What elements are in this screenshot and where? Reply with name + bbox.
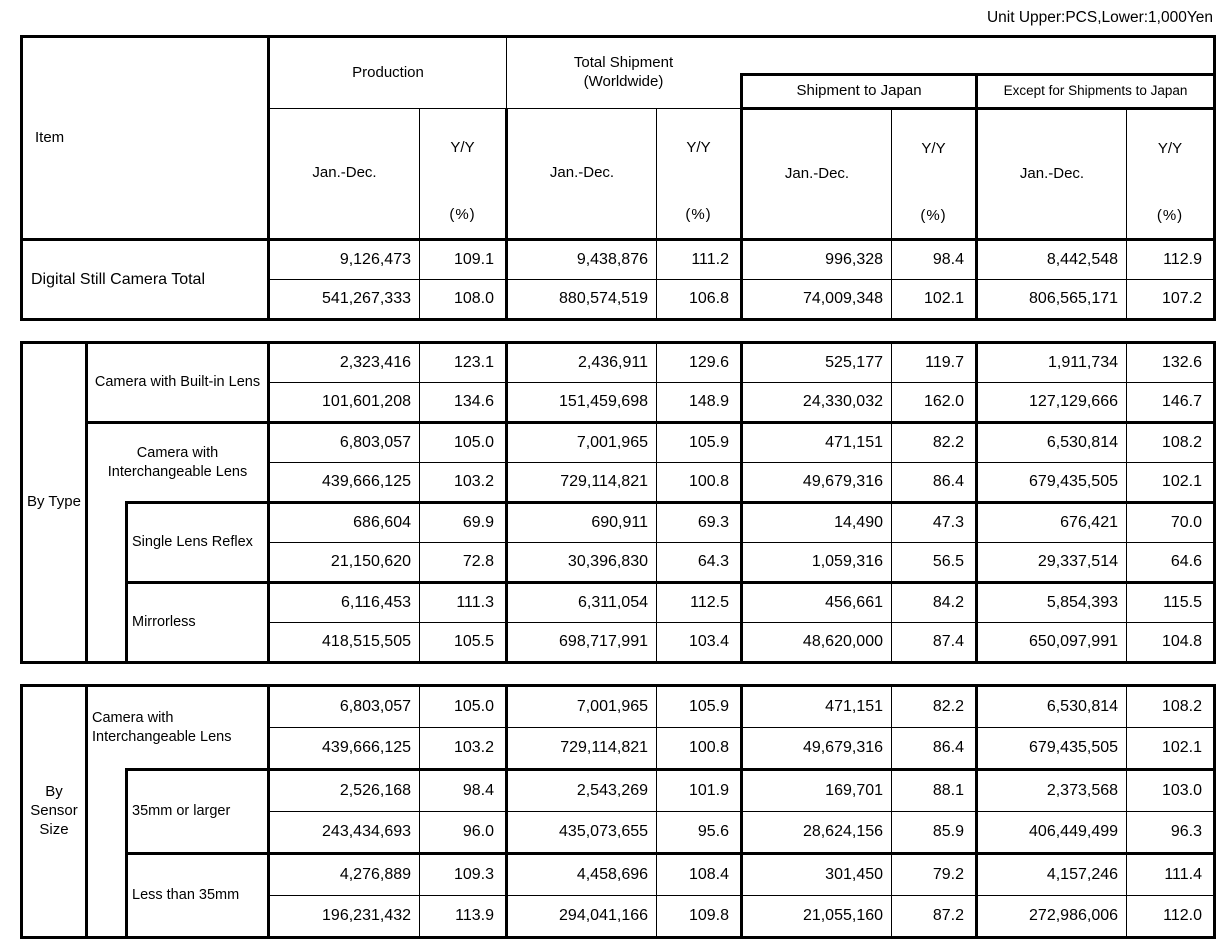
header-period-0: Jan.-Dec. xyxy=(269,109,420,240)
header-production: Production xyxy=(269,37,507,109)
value-cell-upper-production-yy: 69.9 xyxy=(420,503,507,543)
value-cell-upper-total-shipment-yy: 111.2 xyxy=(657,240,742,280)
value-cell-upper-except-japan-yy: 70.0 xyxy=(1127,503,1215,543)
value-cell-lower-total-shipment-yy: 109.8 xyxy=(657,896,742,938)
value-cell-lower-except-japan-yy: 107.2 xyxy=(1127,280,1215,320)
value-cell-lower-production-yy: 103.2 xyxy=(420,728,507,770)
value-cell-upper-total-shipment-jandec: 6,311,054 xyxy=(507,583,657,623)
value-cell-lower-production-yy: 103.2 xyxy=(420,463,507,503)
value-cell-lower-shipment-japan-yy: 102.1 xyxy=(892,280,977,320)
value-cell-upper-total-shipment-yy: 112.5 xyxy=(657,583,742,623)
value-cell-lower-production-yy: 113.9 xyxy=(420,896,507,938)
value-cell-lower-production-jandec: 196,231,432 xyxy=(269,896,420,938)
value-cell-upper-shipment-japan-jandec: 169,701 xyxy=(742,770,892,812)
value-cell-upper-shipment-japan-jandec: 14,490 xyxy=(742,503,892,543)
value-cell-upper-except-japan-jandec: 676,421 xyxy=(977,503,1127,543)
value-cell-lower-shipment-japan-jandec: 28,624,156 xyxy=(742,812,892,854)
value-cell-upper-total-shipment-jandec: 2,543,269 xyxy=(507,770,657,812)
value-cell-lower-except-japan-yy: 146.7 xyxy=(1127,383,1215,423)
value-cell-lower-total-shipment-yy: 148.9 xyxy=(657,383,742,423)
value-cell-lower-production-jandec: 243,434,693 xyxy=(269,812,420,854)
value-cell-lower-production-jandec: 439,666,125 xyxy=(269,728,420,770)
summary-table xyxy=(20,35,1216,321)
value-cell-lower-except-japan-jandec: 806,565,171 xyxy=(977,280,1127,320)
row-label-less-than-35mm: Less than 35mm xyxy=(127,854,269,938)
value-cell-lower-total-shipment-jandec: 151,459,698 xyxy=(507,383,657,423)
value-cell-upper-shipment-japan-jandec: 996,328 xyxy=(742,240,892,280)
value-cell-lower-except-japan-yy: 104.8 xyxy=(1127,623,1215,663)
value-cell-lower-production-jandec: 101,601,208 xyxy=(269,383,420,423)
value-cell-upper-except-japan-yy: 103.0 xyxy=(1127,770,1215,812)
value-cell-upper-total-shipment-jandec: 4,458,696 xyxy=(507,854,657,896)
value-cell-upper-except-japan-jandec: 8,442,548 xyxy=(977,240,1127,280)
header-yy-wrap xyxy=(657,109,740,237)
value-cell-upper-total-shipment-jandec: 2,436,911 xyxy=(507,343,657,383)
value-cell-upper-total-shipment-jandec: 690,911 xyxy=(507,503,657,543)
value-cell-upper-shipment-japan-jandec: 471,151 xyxy=(742,423,892,463)
value-cell-lower-except-japan-yy: 96.3 xyxy=(1127,812,1215,854)
header-yy-0 xyxy=(420,109,507,240)
value-cell-upper-shipment-japan-jandec: 471,151 xyxy=(742,686,892,728)
value-cell-upper-shipment-japan-jandec: 456,661 xyxy=(742,583,892,623)
value-cell-upper-production-jandec: 686,604 xyxy=(269,503,420,543)
header-empty-strip xyxy=(742,37,1215,75)
row-label-camera-with-interchangeable-lens: Camera with Interchangeable Lens xyxy=(87,423,269,503)
header-period-1: Jan.-Dec. xyxy=(507,109,657,240)
value-cell-lower-production-yy: 96.0 xyxy=(420,812,507,854)
value-cell-upper-production-yy: 111.3 xyxy=(420,583,507,623)
value-cell-upper-total-shipment-jandec: 7,001,965 xyxy=(507,686,657,728)
value-cell-upper-production-yy: 98.4 xyxy=(420,770,507,812)
value-cell-upper-production-yy: 105.0 xyxy=(420,423,507,463)
value-cell-upper-shipment-japan-yy: 98.4 xyxy=(892,240,977,280)
value-cell-upper-except-japan-jandec: 6,530,814 xyxy=(977,423,1127,463)
value-cell-lower-shipment-japan-yy: 87.4 xyxy=(892,623,977,663)
indent-spacer xyxy=(87,503,127,663)
header-period-2: Jan.-Dec. xyxy=(742,109,892,240)
value-cell-lower-shipment-japan-yy: 162.0 xyxy=(892,383,977,423)
value-cell-lower-except-japan-yy: 102.1 xyxy=(1127,728,1215,770)
header-pct-label: (%) xyxy=(1156,207,1184,225)
value-cell-upper-shipment-japan-yy: 79.2 xyxy=(892,854,977,896)
value-cell-lower-shipment-japan-jandec: 49,679,316 xyxy=(742,463,892,503)
value-cell-upper-production-yy: 109.3 xyxy=(420,854,507,896)
value-cell-upper-production-jandec: 2,323,416 xyxy=(269,343,420,383)
value-cell-lower-production-yy: 105.5 xyxy=(420,623,507,663)
value-cell-lower-total-shipment-jandec: 880,574,519 xyxy=(507,280,657,320)
value-cell-upper-total-shipment-yy: 101.9 xyxy=(657,770,742,812)
header-period-3: Jan.-Dec. xyxy=(977,109,1127,240)
by-sensor-size-table xyxy=(20,684,1216,939)
header-yy-label: Y/Y xyxy=(921,140,946,157)
value-cell-lower-except-japan-jandec: 679,435,505 xyxy=(977,463,1127,503)
header-yy-wrap xyxy=(1127,110,1213,238)
value-cell-upper-production-jandec: 6,116,453 xyxy=(269,583,420,623)
value-cell-upper-total-shipment-jandec: 9,438,876 xyxy=(507,240,657,280)
value-cell-lower-except-japan-jandec: 679,435,505 xyxy=(977,728,1127,770)
value-cell-lower-production-yy: 72.8 xyxy=(420,543,507,583)
value-cell-upper-production-yy: 105.0 xyxy=(420,686,507,728)
value-cell-lower-production-yy: 134.6 xyxy=(420,383,507,423)
value-cell-upper-production-jandec: 2,526,168 xyxy=(269,770,420,812)
header-yy-1 xyxy=(657,109,742,240)
value-cell-upper-production-yy: 109.1 xyxy=(420,240,507,280)
header-total-shipment-line1: Total Shipment xyxy=(573,54,674,72)
value-cell-lower-except-japan-yy: 102.1 xyxy=(1127,463,1215,503)
value-cell-lower-total-shipment-yy: 103.4 xyxy=(657,623,742,663)
indent-spacer xyxy=(87,770,127,938)
value-cell-upper-except-japan-yy: 115.5 xyxy=(1127,583,1215,623)
group-label-by-sensor-size: By Sensor Size xyxy=(22,686,87,938)
value-cell-upper-production-jandec: 6,803,057 xyxy=(269,423,420,463)
group-label-by-type: By Type xyxy=(22,343,87,663)
value-cell-upper-production-yy: 123.1 xyxy=(420,343,507,383)
header-pct-label: (%) xyxy=(449,206,476,224)
value-cell-lower-total-shipment-jandec: 698,717,991 xyxy=(507,623,657,663)
value-cell-lower-except-japan-jandec: 406,449,499 xyxy=(977,812,1127,854)
row-label-camera-with-built-in-lens: Camera with Built-in Lens xyxy=(87,343,269,423)
header-except-shipments-to-japan: Except for Shipments to Japan xyxy=(977,75,1215,109)
value-cell-upper-total-shipment-yy: 105.9 xyxy=(657,686,742,728)
value-cell-upper-production-jandec: 6,803,057 xyxy=(269,686,420,728)
header-item: Item xyxy=(22,37,269,240)
value-cell-lower-shipment-japan-yy: 86.4 xyxy=(892,728,977,770)
value-cell-upper-total-shipment-yy: 108.4 xyxy=(657,854,742,896)
value-cell-lower-total-shipment-jandec: 435,073,655 xyxy=(507,812,657,854)
row-label-single-lens-reflex: Single Lens Reflex xyxy=(127,503,269,583)
value-cell-lower-shipment-japan-yy: 86.4 xyxy=(892,463,977,503)
value-cell-upper-except-japan-jandec: 4,157,246 xyxy=(977,854,1127,896)
value-cell-lower-except-japan-yy: 112.0 xyxy=(1127,896,1215,938)
value-cell-upper-except-japan-jandec: 5,854,393 xyxy=(977,583,1127,623)
value-cell-lower-shipment-japan-jandec: 1,059,316 xyxy=(742,543,892,583)
value-cell-upper-except-japan-jandec: 1,911,734 xyxy=(977,343,1127,383)
header-yy-wrap xyxy=(420,109,505,237)
value-cell-upper-shipment-japan-jandec: 301,450 xyxy=(742,854,892,896)
header-pct-label: (%) xyxy=(685,206,712,224)
unit-note: Unit Upper:PCS,Lower:1,000Yen xyxy=(986,9,1213,26)
value-cell-upper-total-shipment-yy: 105.9 xyxy=(657,423,742,463)
value-cell-upper-total-shipment-yy: 129.6 xyxy=(657,343,742,383)
value-cell-lower-total-shipment-yy: 64.3 xyxy=(657,543,742,583)
value-cell-lower-total-shipment-jandec: 729,114,821 xyxy=(507,463,657,503)
value-cell-upper-except-japan-yy: 108.2 xyxy=(1127,686,1215,728)
row-label-digital-still-camera-total: Digital Still Camera Total xyxy=(22,240,269,320)
header-yy-label: Y/Y xyxy=(1157,140,1183,157)
value-cell-lower-total-shipment-jandec: 30,396,830 xyxy=(507,543,657,583)
value-cell-lower-shipment-japan-jandec: 49,679,316 xyxy=(742,728,892,770)
value-cell-upper-production-jandec: 9,126,473 xyxy=(269,240,420,280)
value-cell-upper-shipment-japan-yy: 82.2 xyxy=(892,686,977,728)
value-cell-lower-production-jandec: 418,515,505 xyxy=(269,623,420,663)
header-yy-3 xyxy=(1127,109,1215,240)
value-cell-upper-except-japan-yy: 111.4 xyxy=(1127,854,1215,896)
value-cell-lower-production-jandec: 439,666,125 xyxy=(269,463,420,503)
value-cell-lower-except-japan-jandec: 127,129,666 xyxy=(977,383,1127,423)
value-cell-upper-except-japan-yy: 132.6 xyxy=(1127,343,1215,383)
value-cell-lower-production-yy: 108.0 xyxy=(420,280,507,320)
value-cell-upper-production-jandec: 4,276,889 xyxy=(269,854,420,896)
value-cell-upper-except-japan-yy: 108.2 xyxy=(1127,423,1215,463)
value-cell-lower-production-jandec: 541,267,333 xyxy=(269,280,420,320)
value-cell-upper-shipment-japan-yy: 119.7 xyxy=(892,343,977,383)
row-label-mirrorless: Mirrorless xyxy=(127,583,269,663)
value-cell-lower-shipment-japan-jandec: 21,055,160 xyxy=(742,896,892,938)
value-cell-lower-except-japan-jandec: 29,337,514 xyxy=(977,543,1127,583)
value-cell-lower-total-shipment-yy: 106.8 xyxy=(657,280,742,320)
value-cell-lower-shipment-japan-jandec: 48,620,000 xyxy=(742,623,892,663)
value-cell-lower-shipment-japan-yy: 87.2 xyxy=(892,896,977,938)
value-cell-lower-except-japan-jandec: 650,097,991 xyxy=(977,623,1127,663)
value-cell-lower-total-shipment-yy: 100.8 xyxy=(657,728,742,770)
value-cell-upper-shipment-japan-yy: 84.2 xyxy=(892,583,977,623)
header-yy-label: Y/Y xyxy=(686,139,711,156)
value-cell-lower-except-japan-jandec: 272,986,006 xyxy=(977,896,1127,938)
value-cell-upper-shipment-japan-yy: 88.1 xyxy=(892,770,977,812)
value-cell-upper-shipment-japan-yy: 47.3 xyxy=(892,503,977,543)
value-cell-lower-total-shipment-jandec: 294,041,166 xyxy=(507,896,657,938)
by-type-table xyxy=(20,341,1216,664)
header-yy-wrap xyxy=(892,110,975,238)
value-cell-upper-except-japan-jandec: 2,373,568 xyxy=(977,770,1127,812)
value-cell-upper-except-japan-jandec: 6,530,814 xyxy=(977,686,1127,728)
value-cell-lower-shipment-japan-yy: 85.9 xyxy=(892,812,977,854)
header-pct-label: (%) xyxy=(920,207,947,225)
header-yy-label: Y/Y xyxy=(450,139,475,156)
value-cell-lower-total-shipment-yy: 95.6 xyxy=(657,812,742,854)
value-cell-lower-shipment-japan-yy: 56.5 xyxy=(892,543,977,583)
value-cell-lower-except-japan-yy: 64.6 xyxy=(1127,543,1215,583)
value-cell-lower-total-shipment-yy: 100.8 xyxy=(657,463,742,503)
value-cell-lower-production-jandec: 21,150,620 xyxy=(269,543,420,583)
header-total-shipment-line2: (Worldwide) xyxy=(583,73,664,90)
header-yy-2 xyxy=(892,109,977,240)
value-cell-lower-total-shipment-jandec: 729,114,821 xyxy=(507,728,657,770)
value-cell-upper-except-japan-yy: 112.9 xyxy=(1127,240,1215,280)
value-cell-upper-shipment-japan-jandec: 525,177 xyxy=(742,343,892,383)
value-cell-upper-shipment-japan-yy: 82.2 xyxy=(892,423,977,463)
value-cell-lower-shipment-japan-jandec: 74,009,348 xyxy=(742,280,892,320)
value-cell-upper-total-shipment-yy: 69.3 xyxy=(657,503,742,543)
row-label-35mm-or-larger: 35mm or larger xyxy=(127,770,269,854)
header-total-shipment xyxy=(507,37,742,109)
value-cell-lower-shipment-japan-jandec: 24,330,032 xyxy=(742,383,892,423)
value-cell-upper-total-shipment-jandec: 7,001,965 xyxy=(507,423,657,463)
header-shipment-to-japan: Shipment to Japan xyxy=(742,75,977,109)
row-label-camera-with-interchangeable-lens: Camera with Interchangeable Lens xyxy=(87,686,269,770)
